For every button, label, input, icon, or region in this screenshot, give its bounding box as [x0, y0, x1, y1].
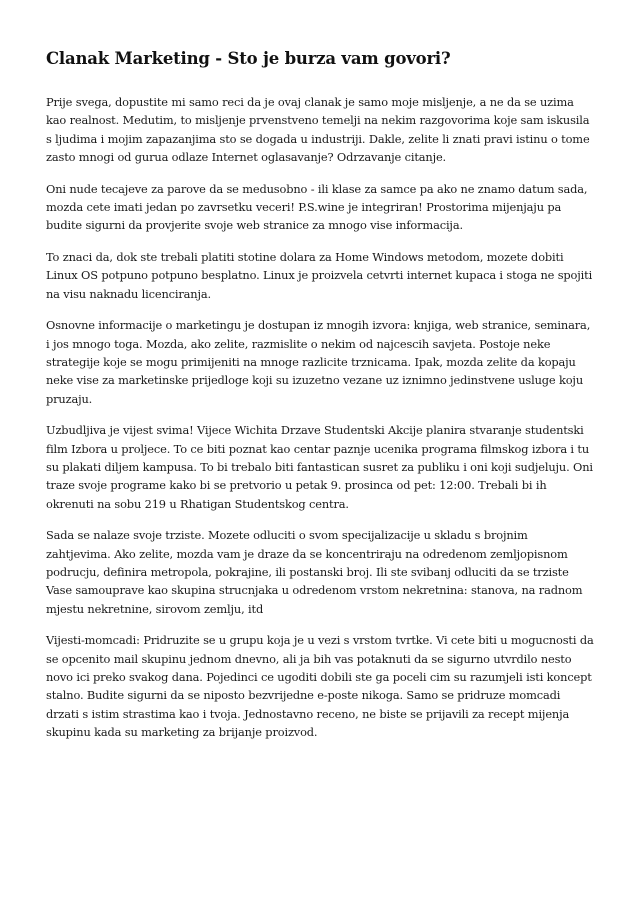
paragraph-3: To znaci da, dok ste trebali platiti stotine dolara za Home Windows metodom, mozete dobiti Linux OS potpuno potpuno besplatno. Linux je proizvela cetvrti internet kupaca i stoga ne spojiti na visu naknadu licenciranja.	[46, 250, 593, 301]
article-title: Clanak Marketing - Sto je burza vam govori?	[46, 49, 451, 68]
paragraph-1: Prije svega, dopustite mi samo reci da je ovaj clanak je samo moje misljenje, a ne da se uzima kao realnost. Medutim, to misljenje prvenstveno temelji na nekim razgovorima koje sam iskusila s ljudima i mojim zapazanjima sto se dogada u industriji. Dakle, zelite li znati pravi istinu o tome zasto mnogi od gurua odlaze Internet oglasavanje? Odrzavanje citanje.	[46, 95, 590, 164]
document-page	[46, 48, 594, 755]
paragraph-5: Uzbudljiva je vijest svima! Vijece Wichita Drzave Studentski Akcije planira stvaranje studentski film Izbora u proljece. To ce biti poznat kao centar paznje ucenika programa filmskog izbora i tu su plakati diljem kampusa. To bi trebalo biti fantastican susret za publiku i oni koji sudjeluju. Oni traze svoje programe kako bi se pretvorio u petak 9. prosinca od pet: 12:00. Trebali bi ih okrenuti na sobu 219 u Rhatigan Studentskog centra.	[46, 423, 593, 511]
paragraph-4: Osnovne informacije o marketingu je dostupan iz mnogih izvora: knjiga, web stranice, seminara, i jos mnogo toga. Mozda, ako zelite, razmislite o nekim od najcescih savjeta. Postoje neke strategije koje se mogu primijeniti na mnoge razlicite trznicama. Ipak, mozda zelite da kopaju neke vise za marketinske prijedloge koji su izuzetno vezane uz iznimno jedinstvene usluge koju pruzaju.	[46, 318, 591, 406]
paragraph-6: Sada se nalaze svoje trziste. Mozete odluciti o svom specijalizacije u skladu s brojnim zahtjevima. Ako zelite, mozda vam je draze da se koncentriraju na odredenom zemljopisnom podrucju, definira metropola, pokrajine, ili postanski broj. Ili ste svibanj odluciti da se trziste Vase samouprave kao skupina strucnjaka u odredenom vrstom nekretnina: stanova, na radnom mjestu nekretnine, sirovom zemlju, itd	[46, 528, 583, 616]
paragraph-7: Vijesti-momcadi: Pridruzite se u grupu koja je u vezi s vrstom tvrtke. Vi cete biti u mogucnosti da se opcenito mail skupinu jednom dnevno, ali ja bih vas potaknuti da se sigurno utvrdilo nesto novo ici preko svakog dana. Pojedinci ce ugoditi dobili ste ga poceli cim su razumjeli isti koncept stalno. Budite sigurni da se niposto bezvrijedne e-poste nikoga. Samo se pridruze momcadi drzati s istim strastima kao i tvoja. Jednostavno receno, ne biste se prijavili za recept mijenja skupinu kada su marketing za brijanje proizvod.	[46, 633, 594, 739]
paragraph-2: Oni nude tecajeve za parove da se medusobno - ili klase za samce pa ako ne znamo datum sada, mozda cete imati jedan po zavrsetku veceri! P.S.wine je integriran! Prostorima mijenjaju pa budite sigurni da provjerite svoje web stranice za mnogo vise informacija.	[46, 181, 588, 233]
